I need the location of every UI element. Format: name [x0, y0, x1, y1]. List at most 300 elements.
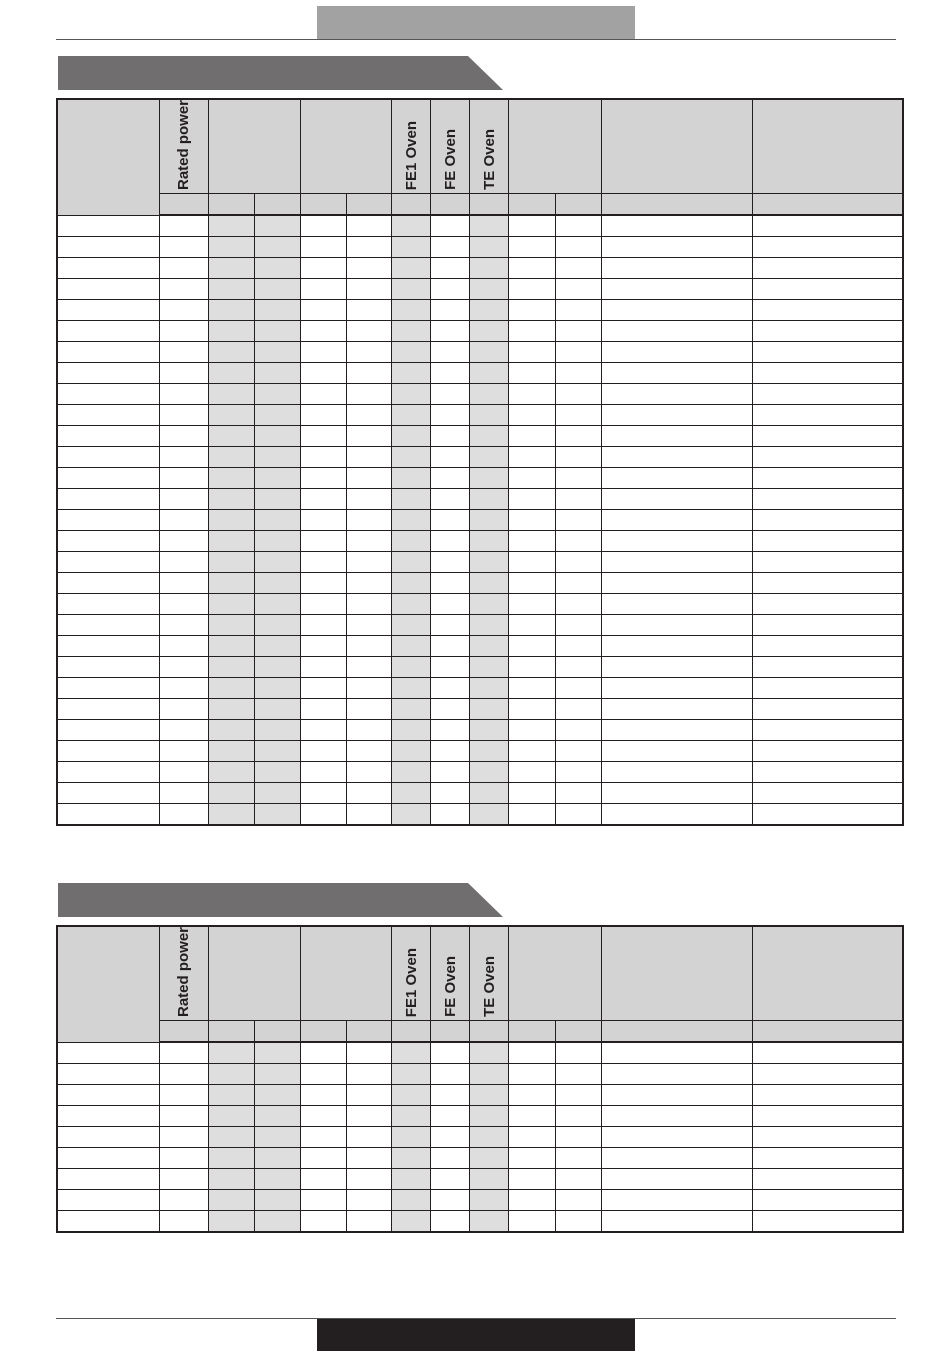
table-cell	[431, 552, 470, 573]
table-cell	[752, 657, 903, 678]
table-cell	[159, 1085, 208, 1106]
table-cell	[347, 468, 392, 489]
te-oven-header: TE Oven	[470, 99, 509, 194]
table-cell	[470, 258, 509, 279]
table-row	[57, 762, 903, 783]
table-row	[57, 279, 903, 300]
table-cell	[470, 1064, 509, 1085]
table-cell	[470, 1106, 509, 1127]
subheader-cell	[347, 1021, 392, 1043]
table-cell	[752, 447, 903, 468]
table-row	[57, 510, 903, 531]
table-row	[57, 300, 903, 321]
table-cell	[555, 762, 601, 783]
table-cell	[470, 405, 509, 426]
table-cell	[752, 741, 903, 762]
table-cell	[470, 1127, 509, 1148]
table-cell	[301, 1127, 347, 1148]
table-cell	[392, 762, 431, 783]
table-cell	[470, 321, 509, 342]
table-cell	[57, 552, 159, 573]
table-cell	[392, 237, 431, 258]
table-cell	[159, 531, 208, 552]
table-cell	[431, 342, 470, 363]
fe1-oven-header: FE1 Oven	[392, 99, 431, 194]
table-cell	[555, 215, 601, 237]
table-cell	[208, 258, 254, 279]
table-cell	[509, 426, 555, 447]
table-row	[57, 741, 903, 762]
table-cell	[208, 1085, 254, 1106]
table-cell	[470, 762, 509, 783]
table-cell	[431, 573, 470, 594]
table-cell	[601, 636, 752, 657]
table-cell	[431, 489, 470, 510]
table-cell	[347, 1085, 392, 1106]
subheader-cell	[392, 194, 431, 216]
table-cell	[752, 1148, 903, 1169]
table-cell	[208, 720, 254, 741]
table-cell	[254, 762, 300, 783]
table-cell	[301, 636, 347, 657]
subheader-cell	[208, 1021, 254, 1043]
table-row	[57, 1148, 903, 1169]
table-cell	[392, 321, 431, 342]
table-cell	[159, 615, 208, 636]
table-cell	[601, 426, 752, 447]
table-row	[57, 1190, 903, 1211]
table-cell	[509, 468, 555, 489]
table-cell	[431, 1148, 470, 1169]
subheader-cell	[301, 194, 347, 216]
table-cell	[509, 594, 555, 615]
table-cell	[470, 741, 509, 762]
table-cell	[509, 762, 555, 783]
table-row	[57, 447, 903, 468]
header-group-cell	[301, 926, 392, 1021]
table-cell	[431, 384, 470, 405]
table-cell	[555, 783, 601, 804]
table-cell	[509, 215, 555, 237]
table-cell	[254, 783, 300, 804]
table-cell	[254, 1148, 300, 1169]
table-cell	[347, 615, 392, 636]
table-cell	[752, 1127, 903, 1148]
table-cell	[301, 363, 347, 384]
table-cell	[208, 1190, 254, 1211]
table-cell	[159, 720, 208, 741]
header-group-cell	[208, 99, 300, 194]
table-cell	[392, 1085, 431, 1106]
fe1-oven-header: FE1 Oven	[392, 926, 431, 1021]
subheader-cell	[159, 1021, 208, 1043]
table-cell	[347, 1190, 392, 1211]
table-cell	[254, 699, 300, 720]
table-cell	[392, 489, 431, 510]
subheader-cell	[431, 194, 470, 216]
table-cell	[509, 258, 555, 279]
table-cell	[601, 1064, 752, 1085]
table-cell	[57, 1148, 159, 1169]
table-cell	[208, 741, 254, 762]
table-cell	[301, 762, 347, 783]
table-cell	[159, 279, 208, 300]
table-cell	[431, 1085, 470, 1106]
table-cell	[509, 783, 555, 804]
table-cell	[159, 489, 208, 510]
table-cell	[159, 510, 208, 531]
table-cell	[159, 1042, 208, 1064]
table-row	[57, 804, 903, 826]
table-cell	[57, 321, 159, 342]
table-cell	[392, 531, 431, 552]
table-cell	[301, 657, 347, 678]
table-cell	[208, 615, 254, 636]
table-cell	[431, 1190, 470, 1211]
table-cell	[57, 720, 159, 741]
table-cell	[555, 237, 601, 258]
table-cell	[392, 573, 431, 594]
table-cell	[470, 342, 509, 363]
table-cell	[347, 363, 392, 384]
table-header-row	[57, 99, 903, 194]
table-cell	[601, 279, 752, 300]
table-cell	[301, 552, 347, 573]
table-cell	[431, 1211, 470, 1233]
table-cell	[301, 258, 347, 279]
table-cell	[254, 342, 300, 363]
table-cell	[347, 321, 392, 342]
table-cell	[601, 804, 752, 826]
table-cell	[208, 678, 254, 699]
table-cell	[254, 1169, 300, 1190]
table-cell	[470, 215, 509, 237]
table-cell	[431, 762, 470, 783]
table-cell	[208, 468, 254, 489]
header-cell	[601, 926, 752, 1021]
table-cell	[347, 552, 392, 573]
table-cell	[57, 1106, 159, 1127]
table-cell	[301, 279, 347, 300]
table-cell	[509, 615, 555, 636]
table-cell	[601, 783, 752, 804]
table-cell	[509, 405, 555, 426]
table-cell	[392, 720, 431, 741]
table-cell	[254, 237, 300, 258]
table-cell	[301, 699, 347, 720]
subheader-cell	[752, 1021, 903, 1043]
table-cell	[752, 1085, 903, 1106]
table-cell	[347, 1127, 392, 1148]
table-cell	[57, 342, 159, 363]
table-cell	[57, 405, 159, 426]
table-cell	[431, 447, 470, 468]
table-cell	[301, 1190, 347, 1211]
table-cell	[392, 447, 431, 468]
table-cell	[301, 405, 347, 426]
table-cell	[509, 1064, 555, 1085]
table-cell	[57, 741, 159, 762]
table-cell	[555, 1042, 601, 1064]
table-cell	[392, 405, 431, 426]
table-row	[57, 720, 903, 741]
table-cell	[601, 489, 752, 510]
table-cell	[159, 363, 208, 384]
table-cell	[470, 636, 509, 657]
table-cell	[601, 678, 752, 699]
table-cell	[509, 699, 555, 720]
table-cell	[431, 300, 470, 321]
table-row	[57, 321, 903, 342]
table-cell	[347, 447, 392, 468]
table-cell	[208, 447, 254, 468]
table-row	[57, 384, 903, 405]
subheader-cell	[509, 1021, 555, 1043]
table-cell	[752, 342, 903, 363]
table-cell	[57, 510, 159, 531]
table-cell	[392, 215, 431, 237]
subheader-cell	[347, 194, 392, 216]
table-cell	[301, 573, 347, 594]
table-cell	[57, 1190, 159, 1211]
table-cell	[57, 468, 159, 489]
spec-table-1	[56, 98, 904, 826]
table-cell	[752, 594, 903, 615]
table-cell	[431, 594, 470, 615]
subheader-cell	[208, 194, 254, 216]
table-cell	[57, 573, 159, 594]
table-row	[57, 1064, 903, 1085]
table-cell	[301, 384, 347, 405]
table-cell	[254, 1211, 300, 1233]
table-cell	[601, 1106, 752, 1127]
table-cell	[392, 678, 431, 699]
table-cell	[392, 1148, 431, 1169]
header-cell	[601, 99, 752, 194]
table-cell	[555, 657, 601, 678]
table-cell	[208, 489, 254, 510]
table-cell	[254, 510, 300, 531]
table-cell	[431, 1169, 470, 1190]
table-cell	[347, 405, 392, 426]
table-cell	[57, 279, 159, 300]
table-cell	[392, 258, 431, 279]
table-cell	[301, 468, 347, 489]
table-cell	[470, 300, 509, 321]
table-cell	[601, 384, 752, 405]
table-cell	[392, 615, 431, 636]
model-header-cell	[57, 926, 159, 1042]
table-cell	[752, 636, 903, 657]
table-cell	[301, 531, 347, 552]
table-cell	[470, 1042, 509, 1064]
table-cell	[752, 531, 903, 552]
table-cell	[301, 1085, 347, 1106]
table-cell	[752, 1190, 903, 1211]
table-cell	[555, 300, 601, 321]
table-cell	[57, 1064, 159, 1085]
table-cell	[555, 678, 601, 699]
table-cell	[254, 489, 300, 510]
table-cell	[208, 300, 254, 321]
table-cell	[601, 237, 752, 258]
table-cell	[208, 510, 254, 531]
table-cell	[555, 1106, 601, 1127]
table-cell	[301, 237, 347, 258]
table-cell	[301, 615, 347, 636]
table-cell	[159, 657, 208, 678]
table-cell	[752, 615, 903, 636]
table-cell	[254, 552, 300, 573]
table-cell	[431, 1127, 470, 1148]
table-cell	[392, 279, 431, 300]
table-cell	[601, 615, 752, 636]
subheader-cell	[601, 194, 752, 216]
table-cell	[301, 489, 347, 510]
table-cell	[470, 678, 509, 699]
table-cell	[752, 1169, 903, 1190]
table-cell	[392, 384, 431, 405]
table-cell	[601, 552, 752, 573]
table-cell	[57, 258, 159, 279]
table-cell	[392, 552, 431, 573]
table-cell	[254, 405, 300, 426]
table-cell	[301, 1211, 347, 1233]
table-cell	[555, 258, 601, 279]
table-cell	[470, 1211, 509, 1233]
table-cell	[254, 636, 300, 657]
table-cell	[159, 804, 208, 826]
table-cell	[431, 699, 470, 720]
table-cell	[509, 657, 555, 678]
section-banner-2	[58, 883, 503, 917]
table-row	[57, 636, 903, 657]
table-cell	[301, 741, 347, 762]
table-cell	[470, 510, 509, 531]
table-cell	[555, 1148, 601, 1169]
table-cell	[470, 426, 509, 447]
table-cell	[254, 1042, 300, 1064]
table-cell	[57, 1085, 159, 1106]
table-cell	[752, 1211, 903, 1233]
table-cell	[57, 215, 159, 237]
table-cell	[57, 531, 159, 552]
table-cell	[208, 1148, 254, 1169]
table-cell	[601, 1190, 752, 1211]
table-cell	[301, 804, 347, 826]
table-cell	[601, 300, 752, 321]
table-cell	[555, 573, 601, 594]
table-cell	[347, 657, 392, 678]
table-cell	[555, 489, 601, 510]
table-cell	[301, 321, 347, 342]
table-cell	[254, 1190, 300, 1211]
table-cell	[254, 1085, 300, 1106]
table-cell	[431, 1106, 470, 1127]
table-cell	[470, 552, 509, 573]
table-cell	[347, 279, 392, 300]
table-row	[57, 615, 903, 636]
table-cell	[470, 447, 509, 468]
table-cell	[555, 531, 601, 552]
table-cell	[57, 300, 159, 321]
table-cell	[159, 321, 208, 342]
table-cell	[752, 699, 903, 720]
table-cell	[392, 1106, 431, 1127]
table-subheader-row	[57, 1021, 903, 1043]
table-cell	[347, 426, 392, 447]
table-cell	[555, 1064, 601, 1085]
subheader-cell	[752, 194, 903, 216]
table-row	[57, 237, 903, 258]
subheader-cell	[470, 194, 509, 216]
table-cell	[470, 384, 509, 405]
table-cell	[347, 804, 392, 826]
table-cell	[347, 1064, 392, 1085]
table-cell	[601, 342, 752, 363]
table-cell	[470, 489, 509, 510]
table-cell	[431, 510, 470, 531]
table-cell	[57, 1127, 159, 1148]
table-cell	[347, 720, 392, 741]
table-cell	[555, 405, 601, 426]
table-cell	[601, 321, 752, 342]
table-cell	[509, 342, 555, 363]
table-cell	[509, 300, 555, 321]
table-cell	[509, 489, 555, 510]
table-cell	[347, 531, 392, 552]
table-cell	[555, 510, 601, 531]
table-row	[57, 552, 903, 573]
table-cell	[159, 342, 208, 363]
table-row	[57, 594, 903, 615]
table-cell	[254, 594, 300, 615]
rated-power-header: Rated power	[159, 99, 208, 194]
table-cell	[392, 636, 431, 657]
table-cell	[301, 510, 347, 531]
table-cell	[555, 1127, 601, 1148]
table-cell	[301, 1148, 347, 1169]
table-cell	[601, 447, 752, 468]
table-cell	[392, 699, 431, 720]
table-cell	[208, 636, 254, 657]
table-cell	[431, 363, 470, 384]
table-cell	[159, 300, 208, 321]
table-cell	[509, 1106, 555, 1127]
table-row	[57, 468, 903, 489]
table-cell	[159, 258, 208, 279]
table-cell	[555, 741, 601, 762]
table-row	[57, 678, 903, 699]
table-cell	[208, 762, 254, 783]
table-cell	[601, 531, 752, 552]
table-cell	[254, 678, 300, 699]
table-cell	[601, 594, 752, 615]
table-cell	[208, 804, 254, 826]
table-cell	[470, 804, 509, 826]
table-cell	[509, 1042, 555, 1064]
table-cell	[347, 1169, 392, 1190]
rated-power-header: Rated power	[159, 926, 208, 1021]
table-cell	[752, 720, 903, 741]
table-cell	[347, 783, 392, 804]
table-cell	[431, 321, 470, 342]
table-row	[57, 1211, 903, 1233]
table-cell	[470, 531, 509, 552]
table-row	[57, 363, 903, 384]
table-cell	[509, 531, 555, 552]
table-cell	[254, 804, 300, 826]
